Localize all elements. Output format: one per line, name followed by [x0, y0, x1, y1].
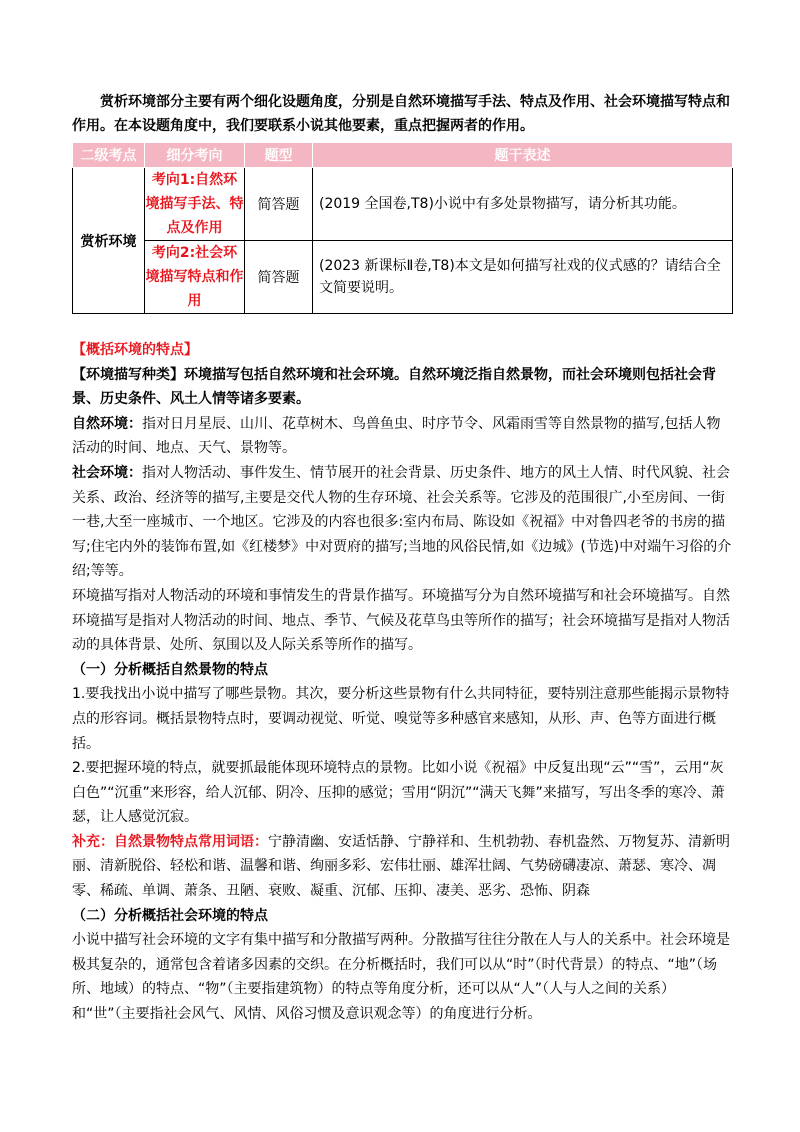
table-row: [73, 241, 733, 314]
section-title: 【概括环境的特点】: [72, 342, 198, 358]
description-cell: (2023 新课标Ⅱ卷,T8)本文是如何描写社戏的仪式感的？请结合全文简要说明。: [313, 241, 733, 314]
document-page: [72, 90, 732, 1027]
table-row: [73, 168, 733, 241]
types-text: 环境描写包括自然环境和社会环境。自然环境泛指自然景物，而社会环境则包括社会背景、历史条件、风土人情等诸多要素。: [72, 366, 716, 408]
part1-title: （一）分析概括自然景物的特点: [72, 661, 268, 678]
body-text: [72, 338, 732, 1027]
part2-paragraph: 小说中描写社会环境的文字有集中描写和分散描写两种。分散描写往往分散在人与人的关系中。社会环境是极其复杂的，通常包含着诸多因素的交织。在分析概括时，我们可以从“时”（时代背景）的特点、“地”（场所、地域）的特点、“物”（主要指建筑物）的特点等角度分析，还可以从“人”（人与人之间的关系）和“世”（主要指社会风气、风情、风俗习惯及意识观念等）的角度进行分析。: [72, 932, 730, 1023]
intro-paragraph: 赏析环境部分主要有两个细化设题角度，分别是自然环境描写手法、特点及作用、社会环境描写特点和作用。在本设题角度中，我们要联系小说其他要素，重点把握两者的作用。: [72, 94, 730, 134]
exam-point-table: [72, 142, 733, 314]
part2-title: （二）分析概括社会环境的特点: [72, 907, 268, 924]
types-paragraph: [72, 363, 732, 412]
direction-cell: 考向1:自然环境描写手法、特点及作用: [145, 168, 245, 241]
natural-text: 指对日月星辰、山川、花草树木、鸟兽鱼虫、时序节令、风霜雨雪等自然景物的描写,包括人物活动的时间、地点、天气、景物等。: [72, 415, 721, 457]
header-direction: 细分考向: [145, 143, 245, 168]
supplement-paragraph: [72, 830, 732, 904]
types-label: 【环境描写种类】: [72, 366, 184, 383]
summary-paragraph: 环境描写指对人物活动的环境和事情发生的背景作描写。环境描写分为自然环境描写和社会环境描写。自然环境描写是指对人物活动的时间、地点、季节、气候及花草鸟虫等所作的描写；社会环境描写是指对人物活动的具体背景、处所、氛围以及人际关系等所作的描写。: [72, 587, 730, 654]
table-header-row: [73, 143, 733, 168]
header-type: 题型: [245, 143, 313, 168]
header-description: 题干表述: [313, 143, 733, 168]
natural-paragraph: [72, 412, 732, 461]
supplement-text: 宁静清幽、安适恬静、宁静祥和、生机勃勃、春机盎然、万物复苏、清新明丽、清新脱俗、轻松和谐、温馨和谐、绚丽多彩、宏伟壮丽、雄浑壮阔、气势磅礴凄凉、萧瑟、寒冷、凋零、稀疏、单调、萧条、丑陋、衰败、凝重、沉郁、压抑、凄美、恶劣、恐怖、阴森: [72, 833, 730, 900]
part1-point1: 1.要我找出小说中描写了哪些景物。其次，要分析这些景物有什么共同特征，要特别注意那些能揭示景物特点的形容词。概括景物特点时，要调动视觉、听觉、嗅觉等多种感官来感知，从形、声、色等方面进行概括。: [72, 686, 730, 752]
direction-cell: 考向2:社会环境描写特点和作用: [145, 241, 245, 314]
social-label: 社会环境：: [72, 464, 142, 481]
header-level2: 二级考点: [73, 143, 145, 168]
social-text: 指对人物活动、事件发生、情节展开的社会背景、历史条件、地方的风土人情、时代风貌、社会关系、政治、经济等的描写,主要是交代人物的生存环境、社会关系等。它涉及的范围很广,小至房间、一街一巷,大至一座城市、一个地区。它涉及的内容也很多:室内布局、陈设如《祝福》中对鲁四老爷的书房的描写;住宅内外的装饰布置,如《红楼梦》中对贾府的描写;当地的风俗民情,如《边城》(节选)中对端午习俗的介绍;等等。: [72, 464, 732, 580]
supplement-label: 补充：自然景物特点常用词语：: [72, 833, 268, 850]
category-cell: 赏析环境: [73, 168, 145, 314]
social-paragraph: [72, 461, 732, 584]
type-cell: 简答题: [245, 168, 313, 241]
natural-label: 自然环境：: [72, 415, 142, 432]
part1-point2: 2.要把握环境的特点，就要抓最能体现环境特点的景物。比如小说《祝福》中反复出现“云”“雪”，云用“灰白色”“沉重”来形容，给人沉郁、阴冷、压抑的感觉；雪用“阴沉”“满天飞舞”来描写，写出冬季的寒冷、萧瑟，让人感觉沉寂。: [72, 760, 725, 826]
description-cell: (2019 全国卷,T8)小说中有多处景物描写，请分析其功能。: [313, 168, 733, 241]
type-cell: 简答题: [245, 241, 313, 314]
